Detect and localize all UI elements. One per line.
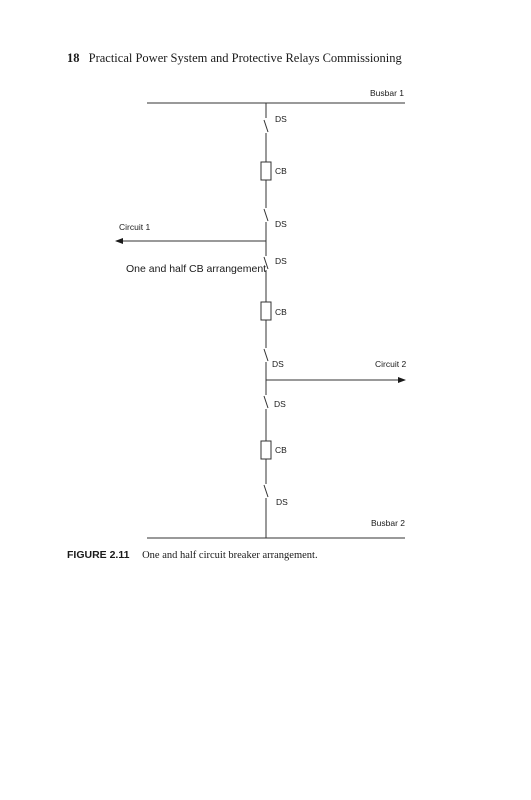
disconnect-switch-1: [264, 120, 268, 132]
book-title: Practical Power System and Protective Relays Commissioning: [88, 51, 402, 65]
circuit-breaker-2: [261, 302, 271, 320]
disconnect-switch-6: [264, 485, 268, 497]
cb-label-3: CB: [275, 445, 287, 455]
disconnect-switch-2: [264, 209, 268, 221]
busbar-1-label: Busbar 1: [370, 88, 405, 98]
caption-text: One and half circuit breaker arrangement.: [142, 550, 318, 561]
disconnect-switch-5: [264, 396, 268, 408]
circuit-2-label: Circuit 2: [375, 359, 407, 369]
ds-label-5: DS: [274, 399, 286, 409]
ds-label-1: DS: [275, 114, 287, 124]
circuit-1-label: Circuit 1: [119, 222, 151, 232]
figure-label: FIGURE 2.11: [67, 549, 130, 561]
ds-label-6: DS: [276, 497, 288, 507]
ds-label-4: DS: [272, 359, 284, 369]
ds-label-2: DS: [275, 219, 287, 229]
cb-label-2: CB: [275, 307, 287, 317]
cb-label-1: CB: [275, 166, 287, 176]
circuit-breaker-3: [261, 441, 271, 459]
arrangement-note: One and half CB arrangement: [126, 263, 267, 275]
ds-label-3: DS: [275, 256, 287, 266]
busbar-2-label: Busbar 2: [371, 518, 406, 528]
figure-caption: [67, 549, 318, 561]
circuit-breaker-1: [261, 162, 271, 180]
page-number: 18: [67, 51, 80, 65]
disconnect-switch-4: [264, 349, 268, 361]
